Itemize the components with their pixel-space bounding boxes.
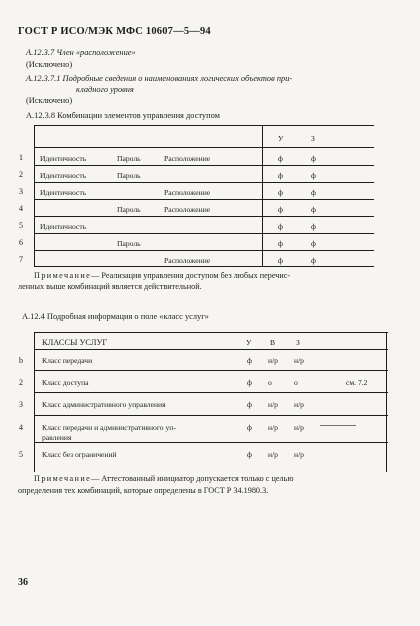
table2-cell-v: н/р — [268, 400, 278, 409]
table2-cell-z: н/р — [294, 423, 304, 432]
table2-top-border — [34, 332, 388, 333]
table1-row-divider — [34, 233, 374, 234]
table2-row-number: 3 — [19, 400, 23, 409]
table2-cell-u: ф — [247, 356, 252, 365]
table1-row-number: 2 — [19, 170, 23, 179]
table1-cell-identity: Идентичность — [40, 154, 87, 163]
table1-header-z: З — [311, 134, 315, 143]
table1-top-border — [34, 125, 374, 126]
table1-cell-z: ф — [311, 188, 316, 197]
table1-cell-identity: Идентичность — [40, 222, 87, 231]
section-heading-member-location: A.12.3.7 Член «расположение» — [26, 48, 136, 57]
table2-cell-u: ф — [247, 423, 252, 432]
table2-cell-v: н/р — [268, 423, 278, 432]
table2-row-divider — [34, 442, 388, 443]
table1-cell-identity: Идентичность — [40, 188, 87, 197]
table1-row-divider — [34, 165, 374, 166]
table2-cell-class-name: Класс без ограничений — [42, 450, 117, 459]
table2-cell-class-name: Класс передачи и административного уп- — [42, 423, 176, 432]
table1-cell-password: Пароль — [117, 154, 141, 163]
note-label: Примечание — [34, 271, 92, 280]
section-status-excluded-2: (Исключено) — [26, 96, 73, 105]
table2-cell-z: о — [294, 378, 298, 387]
table2-header-classes: КЛАССЫ УСЛУГ — [42, 338, 108, 347]
table1-row-divider — [34, 216, 374, 217]
table2-row-number: b — [19, 356, 23, 365]
table1-cell-location: Расположение — [164, 256, 211, 265]
table1-cell-z: ф — [311, 205, 316, 214]
table1-row-number: 1 — [19, 153, 23, 162]
table2-title: A.12.4 Подробная информация о поле «класс услуг» — [22, 312, 209, 321]
table2-header-v: В — [270, 338, 276, 347]
table1-header-divider — [34, 147, 374, 148]
table2-note — [34, 474, 293, 483]
note-text-line1: — Реализация управления доступом без любых перечис- — [91, 271, 291, 280]
section-heading-detailed-info-cont: кладного уровня — [76, 85, 134, 94]
table1-cell-z: ф — [311, 154, 316, 163]
table1-cell-location: Расположение — [164, 205, 211, 214]
table1-cell-password: Пароль — [117, 239, 141, 248]
table2-row-divider — [34, 415, 388, 416]
table1-row-divider — [34, 199, 374, 200]
table2-header-z: З — [296, 338, 300, 347]
table1-cell-u: ф — [278, 171, 283, 180]
table1-row-number: 7 — [19, 255, 23, 264]
table2-cell-v: о — [268, 378, 272, 387]
table1-header-u: У — [278, 134, 284, 143]
table2-cell-z: н/р — [294, 356, 304, 365]
table1-note — [34, 271, 290, 280]
table2-cell-v: н/р — [268, 356, 278, 365]
table2-cell-class-name: Класс передачи — [42, 356, 93, 365]
table2-cell-z: н/р — [294, 450, 304, 459]
table2-cell-u: ф — [247, 400, 252, 409]
table2-header-u: У — [246, 338, 252, 347]
page-number: 36 — [18, 577, 28, 588]
table1-cell-z: ф — [311, 256, 316, 265]
table1-cell-u: ф — [278, 154, 283, 163]
table2-cell-class-name-cont: равления — [42, 433, 72, 442]
table1-row-number: 5 — [19, 221, 23, 230]
table2-cell-u: ф — [247, 450, 252, 459]
table1-cell-u: ф — [278, 188, 283, 197]
table2-cell-z: н/р — [294, 400, 304, 409]
table1-row-divider — [34, 250, 374, 251]
table1-cell-u: ф — [278, 239, 283, 248]
section-heading-detailed-info: A.12.3.7.1 Подробные сведения о наименованиях логических объектов при- — [26, 74, 293, 83]
table2-row-divider — [34, 392, 388, 393]
table1-row-number: 4 — [19, 204, 23, 213]
table1-cell-z: ф — [311, 239, 316, 248]
table1-cell-z: ф — [311, 222, 316, 231]
table1-cell-identity: Идентичность — [40, 171, 87, 180]
table1-cell-u: ф — [278, 205, 283, 214]
table2-left-border — [34, 332, 35, 472]
table2-cell-v: н/р — [268, 450, 278, 459]
note2-text-line1: — Аттестованный инициатор допускается только с целью — [91, 474, 294, 483]
table1-cell-u: ф — [278, 222, 283, 231]
table2-row-number: 5 — [19, 450, 23, 459]
table1-cell-location: Расположение — [164, 188, 211, 197]
table1-bottom-border — [34, 266, 374, 267]
document-header: ГОСТ Р ИСО/МЭК МФС 10607—5—94 — [18, 26, 211, 37]
table2-right-border — [386, 332, 387, 472]
table1-row-number: 6 — [19, 238, 23, 247]
table1-title: A.12.3.8 Комбинации элементов управления доступом — [26, 111, 220, 120]
table2-row-number: 2 — [19, 378, 23, 387]
section-status-excluded: (Исключено) — [26, 60, 73, 69]
table2-cell-class-name: Класс административного управления — [42, 400, 166, 409]
table2-note-line2: определения тех комбинаций, которые определены в ГОСТ Р 34.1980.3. — [18, 486, 269, 495]
table2-cell-class-name: Класс доступа — [42, 378, 89, 387]
table1-cell-u: ф — [278, 256, 283, 265]
table2-cell-u: ф — [247, 378, 252, 387]
note2-label: Примечание — [34, 474, 92, 483]
table2-row-divider — [34, 370, 388, 371]
table2-handwritten-mark — [320, 425, 356, 426]
table1-cell-password: Пароль — [117, 171, 141, 180]
table2-header-border — [34, 349, 388, 350]
table1-cell-password: Пароль — [117, 205, 141, 214]
table1-cell-z: ф — [311, 171, 316, 180]
table1-row-divider — [34, 182, 374, 183]
table1-cell-location: Расположение — [164, 154, 211, 163]
table1-note-line2: ленных выше комбинаций является действительной. — [18, 282, 202, 291]
table2-row-number: 4 — [19, 423, 23, 432]
table1-row-number: 3 — [19, 187, 23, 196]
table2-cell-reference: см. 7.2 — [346, 378, 368, 387]
